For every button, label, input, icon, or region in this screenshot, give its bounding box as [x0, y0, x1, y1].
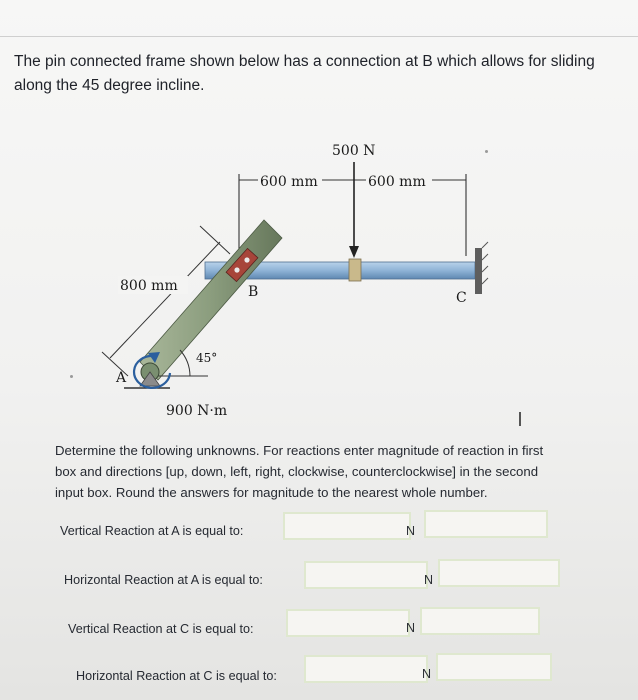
instructions-line-2: box and directions [up, down, left, right, clockwise, counterclockwise] in the second [55, 464, 539, 479]
instructions [55, 440, 615, 503]
intro-line-2: along the 45 degree incline. [14, 77, 205, 94]
horizontal-c-direction-input[interactable] [436, 653, 552, 681]
instructions-line-3: input box. Round the answers for magnitude to the nearest whole number. [55, 485, 488, 500]
wall-hatch [482, 242, 488, 248]
instructions-line-1: Determine the following unknowns. For reactions enter magnitude of reaction in first [55, 443, 544, 458]
angle-arc [180, 350, 190, 376]
load-arrowhead [349, 246, 359, 258]
intro-line-1: The pin connected frame shown below has a connection at B which allows for sliding [14, 53, 595, 70]
slider-pin [234, 267, 239, 272]
answer-label: Horizontal Reaction at C is equal to: [76, 669, 277, 683]
wall-hatch [482, 266, 488, 272]
answer-label: Horizontal Reaction at A is equal to: [64, 573, 263, 587]
point-c-label: C [456, 290, 467, 306]
unit-label: N [406, 524, 416, 538]
wall-hatch [482, 278, 488, 284]
answer-row-vertical-c [68, 609, 568, 643]
frame-figure [100, 130, 500, 430]
answer-row-horizontal-c [76, 655, 576, 689]
dimension-right-label: 600 mm [368, 174, 426, 190]
slider-pin [244, 257, 249, 262]
incline-extension-line [200, 226, 230, 254]
incline-length-label: 800 mm [120, 278, 178, 294]
vertical-c-magnitude-input[interactable] [286, 609, 410, 637]
speck [70, 375, 73, 378]
load-collar [349, 259, 361, 281]
divider [0, 36, 638, 37]
wall-support-c [475, 248, 482, 294]
angle-label: 45° [196, 351, 218, 365]
question-intro [14, 50, 636, 98]
vertical-a-direction-input[interactable] [424, 510, 548, 538]
answer-row-vertical-a [60, 512, 560, 546]
vertical-a-magnitude-input[interactable] [283, 512, 411, 540]
point-b-label: B [248, 284, 259, 300]
unit-label: N [422, 667, 432, 681]
text-cursor [519, 412, 521, 426]
frame-diagram [100, 130, 500, 430]
moment-label: 900 N·m [166, 403, 228, 419]
horizontal-c-magnitude-input[interactable] [304, 655, 428, 683]
vertical-c-direction-input[interactable] [420, 607, 540, 635]
dimension-left-label: 600 mm [260, 174, 318, 190]
load-label: 500 N [332, 143, 376, 159]
wall-hatch [482, 254, 488, 260]
point-a-label: A [116, 370, 127, 386]
unit-label: N [406, 621, 416, 635]
horizontal-a-magnitude-input[interactable] [304, 561, 428, 589]
answer-row-horizontal-a [64, 561, 564, 595]
unit-label: N [424, 573, 434, 587]
horizontal-a-direction-input[interactable] [438, 559, 560, 587]
answer-label: Vertical Reaction at A is equal to: [60, 524, 244, 538]
answer-label: Vertical Reaction at C is equal to: [68, 622, 254, 636]
